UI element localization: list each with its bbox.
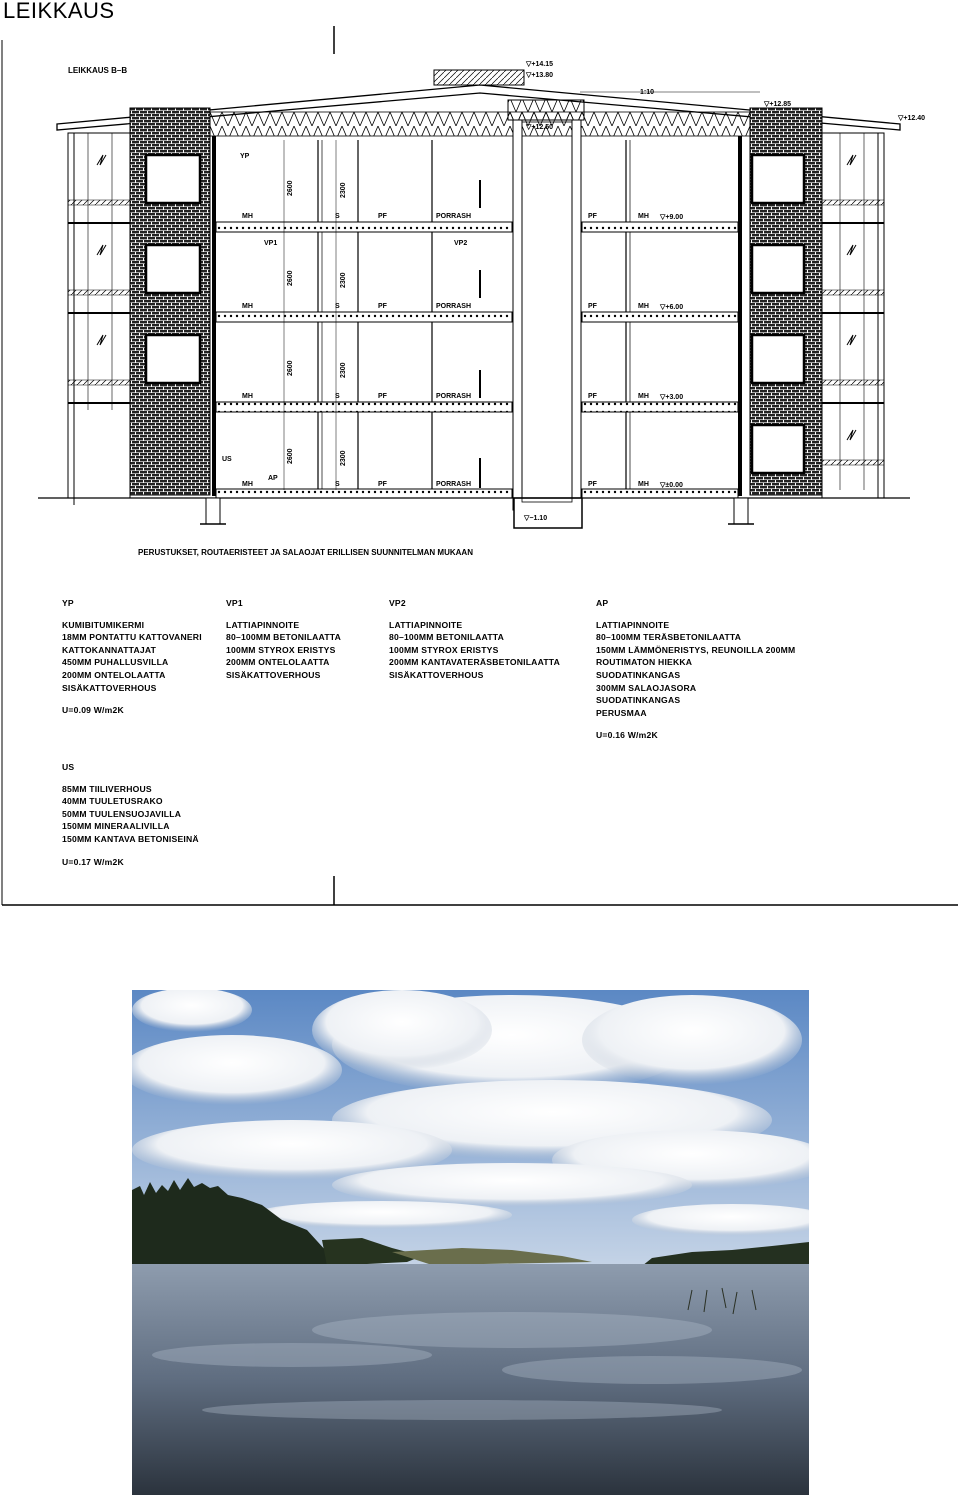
dim-clear-3: 2300 (340, 182, 347, 198)
label-vp1: VP1 (264, 240, 278, 247)
legend-line: 100MM STYROX ERISTYS (389, 644, 499, 655)
page-title: LEIKKAUS (3, 0, 115, 23)
label-pf: PF (378, 393, 387, 400)
legend-line: SUODATINKANGAS (596, 695, 681, 706)
label-porrash: PORRASH (436, 213, 472, 220)
label-porrash: PORRASH (436, 481, 472, 488)
legend-code: YP (62, 598, 74, 608)
legend-vp2 (389, 597, 560, 682)
label-us: US (222, 456, 232, 463)
legend-code: VP1 (226, 598, 243, 608)
legend-line: SUODATINKANGAS (596, 669, 681, 680)
lake-photo (132, 990, 809, 1495)
label-pf: PF (588, 303, 597, 310)
legend-u-value: U=0.09 W/m2K (62, 705, 124, 716)
label-yp: YP (240, 153, 250, 160)
label-mh: MH (242, 213, 253, 220)
legend-line: 40MM TUULETUSRAKO (62, 796, 163, 807)
legend-line: 150MM LÄMMÖNERISTYS, REUNOILLA 200MM (596, 644, 796, 655)
legend-line: KATTOKANNATTAJAT (62, 644, 157, 655)
dim-clear-2: 2300 (340, 272, 347, 288)
legend-line: SISÄKATTOVERHOUS (62, 682, 157, 693)
level-top2: ▽+13.80 (526, 72, 553, 79)
label-s: S (335, 481, 340, 488)
label-mh: MH (638, 481, 649, 488)
dim-clear-0: 2300 (340, 450, 347, 466)
legend-line: LATTIAPINNOITE (226, 619, 300, 630)
legend-line: 85MM TIILIVERHOUS (62, 783, 152, 794)
label-vp2: VP2 (454, 240, 468, 247)
floor-slabs (216, 222, 738, 498)
level-floor3: ▽+9.00 (660, 214, 684, 221)
legend-line: 100MM STYROX ERISTYS (226, 644, 336, 655)
legend-line: LATTIAPINNOITE (389, 619, 463, 630)
dim-storey-2: 2600 (287, 270, 294, 286)
legend-line: 200MM ONTELOLAATTA (226, 657, 330, 668)
label-pf: PF (588, 481, 597, 488)
label-pf: PF (588, 213, 597, 220)
label-pf: PF (378, 481, 387, 488)
label-mh: MH (242, 393, 253, 400)
label-mh: MH (638, 303, 649, 310)
legend-line: SISÄKATTOVERHOUS (226, 669, 321, 680)
label-mh: MH (638, 393, 649, 400)
legend-line: 80–100MM BETONILAATTA (389, 632, 504, 643)
level-eave-left: ▽+12.85 (764, 101, 791, 108)
legend-code: US (62, 762, 75, 772)
level-ground: ▽±0.00 (660, 482, 683, 489)
legend-line: ROUTIMATON HIEKKA (596, 657, 693, 668)
foundation-note: PERUSTUKSET, ROUTAERISTEET JA SALAOJAT ERILLISEN SUUNNITELMAN MUKAAN (138, 548, 473, 557)
legend-ap (596, 597, 795, 742)
legend-line: KUMIBITUMIKERMI (62, 619, 145, 630)
label-porrash: PORRASH (436, 303, 472, 310)
legend-line: 80–100MM TERÄSBETONILAATTA (596, 632, 742, 643)
label-mh: MH (242, 303, 253, 310)
left-balconies (68, 133, 130, 505)
label-mh: MH (638, 213, 649, 220)
legend-u-value: U=0.17 W/m2K (62, 856, 124, 867)
legend-line: 150MM MINERAALIVILLA (62, 821, 170, 832)
right-balconies (822, 133, 884, 498)
label-porrash: PORRASH (436, 393, 472, 400)
label-pf: PF (588, 393, 597, 400)
level-eave-right: ▽+12.40 (898, 115, 925, 122)
level-floor1: ▽+3.00 (660, 394, 684, 401)
legend-code: VP2 (389, 598, 406, 608)
brick-walls (130, 108, 822, 495)
dim-storey-1: 2600 (287, 360, 294, 376)
legend-line: 50MM TUULENSUOJAVILLA (62, 808, 182, 819)
legend-line: SISÄKATTOVERHOUS (389, 669, 484, 680)
legend-code: AP (596, 598, 609, 608)
section-title: LEIKKAUS B–B (68, 66, 128, 75)
legend-line: 200MM ONTELOLAATTA (62, 669, 166, 680)
level-top1: ▽+14.15 (526, 61, 553, 68)
level-shaft-top: ▽+12.50 (526, 124, 553, 131)
legend-us (62, 761, 199, 868)
dim-storey-0: 2600 (287, 448, 294, 464)
legend-line: 150MM KANTAVA BETONISEINÄ (62, 833, 199, 844)
label-s: S (335, 393, 340, 400)
level-pit: ▽−1.10 (524, 515, 548, 522)
label-pf: PF (378, 213, 387, 220)
legend-line: 200MM KANTAVATERÄSBETONILAATTA (389, 657, 561, 668)
legend-line: 450MM PUHALLUSVILLA (62, 657, 169, 668)
label-pf: PF (378, 303, 387, 310)
roof-slope: 1:10 (640, 89, 655, 96)
legend-yp (62, 597, 202, 717)
level-floor2: ▽+6.00 (660, 304, 684, 311)
dim-clear-1: 2300 (340, 362, 347, 378)
legend-line: 300MM SALAOJASORA (596, 682, 697, 693)
legend-u-value: U=0.16 W/m2K (596, 730, 658, 741)
dim-storey-3: 2600 (287, 180, 294, 196)
legend-line: PERUSMAA (596, 707, 647, 718)
legend-vp1 (226, 597, 341, 682)
label-s: S (335, 213, 340, 220)
legend-line: 80–100MM BETONILAATTA (226, 632, 341, 643)
legend-line: 18MM PONTATTU KATTOVANERI (62, 632, 202, 643)
label-mh: MH (242, 481, 253, 488)
label-ap: AP (268, 475, 278, 482)
legend-line: LATTIAPINNOITE (596, 619, 670, 630)
label-s: S (335, 303, 340, 310)
foundations (38, 498, 910, 524)
